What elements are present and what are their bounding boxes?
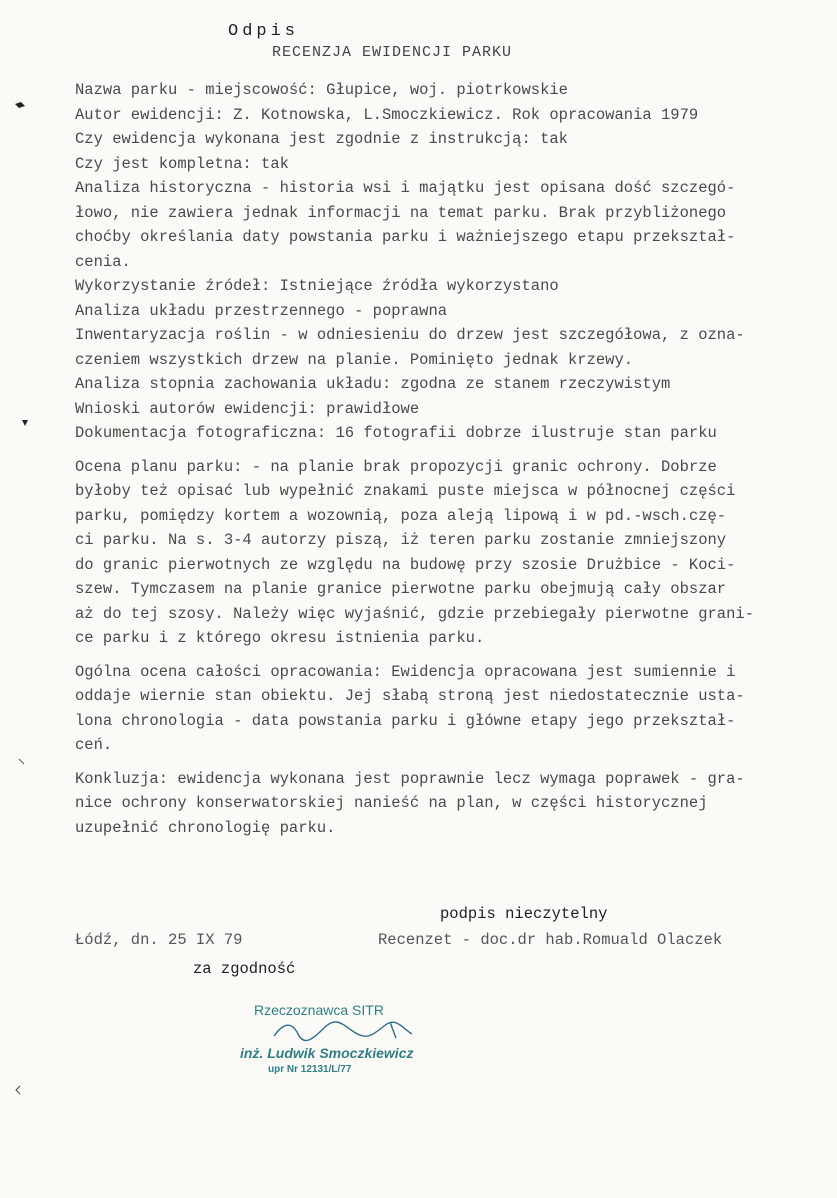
body-line: Inwentaryzacja roślin - w odniesieniu do drzew jest szczegółowa, z ozna- [75, 326, 745, 344]
reviewer-name: Recenzet - doc.dr hab.Romuald Olaczek [378, 931, 723, 949]
paragraph-line: ci parku. Na s. 3-4 autorzy piszą, iż teren parku zostanie zmniejszony [75, 531, 727, 549]
body-line: choćby określania daty powstania parku i ważniejszego etapu przekształ- [75, 228, 736, 246]
body-line: Analiza układu przestrzennego - poprawna [75, 301, 448, 320]
paragraph-line: Ocena planu parku: - na planie brak propozycji granic ochrony. Dobrze [75, 457, 717, 476]
paragraph-line: szew. Tymczasem na planie granice pierwotne parku obejmują cały obszar [75, 580, 727, 598]
tick-mark-icon [14, 1085, 22, 1095]
conformity-note: za zgodność [193, 960, 296, 978]
paragraph-line: nice ochrony konserwatorskiej nanieść na plan, w części historycznej [75, 794, 708, 812]
paragraph-line: parku, pomiędzy kortem a wozownią, poza aleją lipową i w pd.-wsch.czę- [75, 506, 727, 525]
paragraph-conclusion [75, 767, 820, 841]
body-line: Analiza historyczna - historia wsi i majątku jest opisana dość szczegó- [75, 179, 736, 197]
stamp-title: Rzeczoznawca SITR [254, 1002, 384, 1018]
body-line: czeniem wszystkich drzew na planie. Pominięto jednak krzewy. [75, 350, 634, 369]
paragraph-line: Ogólna ocena całości opracowania: Ewidencja opracowana jest sumiennie i [75, 662, 736, 681]
official-stamp [232, 1002, 462, 1082]
body-line: Wnioski autorów ewidencji: prawidłowe [75, 399, 420, 418]
punch-mark-icon [20, 418, 30, 428]
paragraph-line: uzupełnić chronologię parku. [75, 818, 336, 837]
body-line: cenia. [75, 252, 131, 271]
body-line: Wykorzystanie źródeł: Istniejące źródła wykorzystano [75, 277, 559, 295]
document-body [75, 78, 820, 840]
tick-mark-icon [18, 758, 26, 766]
signature-note: podpis nieczytelny [440, 905, 608, 923]
body-line: Autor ewidencji: Z. Kotnowska, L.Smoczkiewicz. Rok opracowania 1979 [75, 105, 699, 124]
paragraph-plan-assessment [75, 455, 820, 651]
document-subtitle: RECENZJA EWIDENCJI PARKU [272, 44, 513, 61]
stamp-name: inż. Ludwik Smoczkiewicz [240, 1045, 414, 1061]
paragraph-line: byłoby też opisać lub wypełnić znakami puste miejsca w północnej części [75, 482, 736, 500]
body-line: Dokumentacja fotograficzna: 16 fotografii dobrze ilustruje stan parku [75, 424, 717, 442]
punch-mark-icon [14, 100, 26, 110]
handwritten-signature-icon [272, 1018, 432, 1044]
body-line: Nazwa parku - miejscowość: Głupice, woj. piotrkowskie [75, 81, 568, 99]
paragraph-line: do granic pierwotnych ze względu na budowę przy szosie Drużbice - Koci- [75, 555, 736, 574]
paragraph-line: ce parku i z którego okresu istnienia parku. [75, 629, 485, 647]
body-line: Analiza stopnia zachowania układu: zgodna ze stanem rzeczywistym [75, 375, 671, 393]
paragraph-overall-assessment [75, 660, 820, 758]
body-line: Czy ewidencja wykonana jest zgodnie z instrukcją: tak [75, 130, 568, 148]
paragraph-line: aż do tej szosy. Należy więc wyjaśnić, gdzie przebiegały pierwotne grani- [75, 604, 755, 623]
stamp-license: upr Nr 12131/L/77 [268, 1064, 352, 1075]
document-title: Odpis [228, 22, 300, 41]
body-line: łowo, nie zawiera jednak informacji na temat parku. Brak przybliżonego [75, 203, 727, 222]
paragraph-line: ceń. [75, 736, 113, 754]
paragraph-line: Konkluzja: ewidencja wykonana jest poprawnie lecz wymaga poprawek - gra- [75, 769, 745, 788]
body-line: Czy jest kompletna: tak [75, 154, 289, 173]
paragraph-line: lona chronologia - data powstania parku i główne etapy jego przekształ- [75, 711, 736, 730]
paragraph-line: oddaje wiernie stan obiektu. Jej słabą stroną jest niedostatecznie usta- [75, 687, 745, 705]
place-date: Łódź, dn. 25 IX 79 [75, 931, 243, 949]
